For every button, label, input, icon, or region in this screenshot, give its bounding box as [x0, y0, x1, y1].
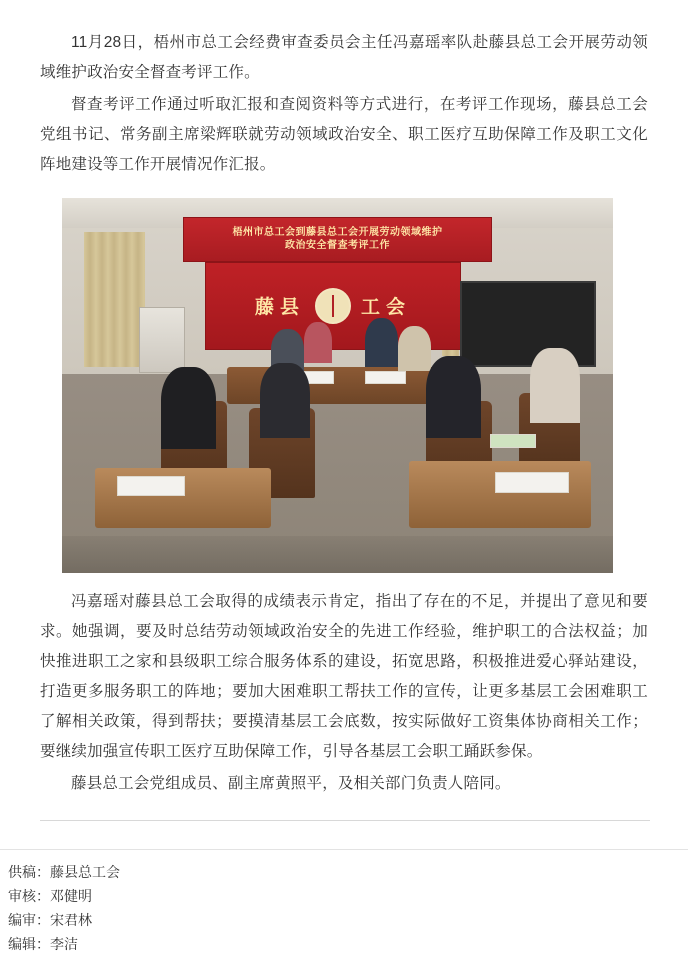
photo-cabinet — [139, 307, 185, 373]
photo-banner — [183, 217, 492, 262]
photo-person-head-1 — [304, 322, 332, 363]
photo-scene — [62, 198, 613, 573]
paragraph-2: 督查考评工作通过听取汇报和查阅资料等方式进行，在考评工作现场，藤县总工会党组书记、常务副主席梁辉联就劳动领域政治安全、职工医疗互助保障工作及职工文化阵地建设等工作开展情况作汇报。 — [40, 96, 648, 173]
photo-person-front-3 — [426, 356, 481, 439]
photo-person-head-2 — [365, 318, 398, 367]
photo-paper-2 — [365, 371, 406, 384]
photo-banner-line-2: 政治安全督查考评工作 — [284, 240, 390, 252]
photo-paper-4 — [495, 472, 569, 493]
content-divider — [40, 820, 650, 821]
footer-divider — [0, 849, 688, 850]
meeting-photo — [62, 198, 613, 573]
footer-line-contributor: 供稿：藤县总工会 — [8, 864, 120, 880]
union-emblem-icon — [315, 288, 351, 324]
photo-person-front-1 — [161, 367, 216, 450]
photo-person-front-4 — [530, 348, 580, 423]
paragraph-4: 藤县总工会党组成员、副主席黄照平，及相关部门负责人陪同。 — [71, 775, 511, 792]
photo-person-front-2 — [260, 363, 310, 438]
photo-curtain-left — [84, 232, 145, 367]
footer-line-editor: 编辑：李洁 — [8, 936, 78, 952]
photo-person-head-3 — [398, 326, 431, 371]
photo-television — [460, 281, 596, 368]
footer-credits — [0, 860, 688, 956]
photo-backdrop-right-text: 工会 — [360, 297, 411, 319]
paragraph-1: 11月28日，梧州市总工会经费审查委员会主任冯嘉瑶率队赴藤县总工会开展劳动领域维护政治安全督查考评工作。 — [40, 34, 648, 81]
photo-backdrop-left-text: 藤县 — [254, 297, 305, 319]
photo-foreground-table-right — [409, 461, 591, 529]
footer-line-reviewer: 审核：邓健明 — [8, 888, 92, 904]
photo-floor — [62, 536, 613, 574]
photo-paper-3 — [117, 476, 185, 497]
photo-paper-5 — [490, 434, 536, 447]
paragraph-3: 冯嘉瑶对藤县总工会取得的成绩表示肯定，指出了存在的不足，并提出了意见和要求。她强调，要及时总结劳动领域政治安全的先进工作经验，维护职工的合法权益；加快推进职工之家和县级职工综合服务体系的建设，拓宽思路，积极推进爱心驿站建设，打造更多服务职工的阵地；要加大困难职工帮扶工作的宣传，让更多基层工会困难职工了解相关政策，得到帮扶；要摸清基层工会底数，按实际做好工资集体协商相关工作；要继续加强宣传职工医疗互助保障工作，引导各基层工会职工踊跃参保。 — [40, 593, 648, 760]
photo-banner-line-1: 梧州市总工会到藤县总工会开展劳动领域维护 — [232, 227, 443, 239]
footer-line-editor-in-chief: 编审：宋君林 — [8, 912, 92, 928]
